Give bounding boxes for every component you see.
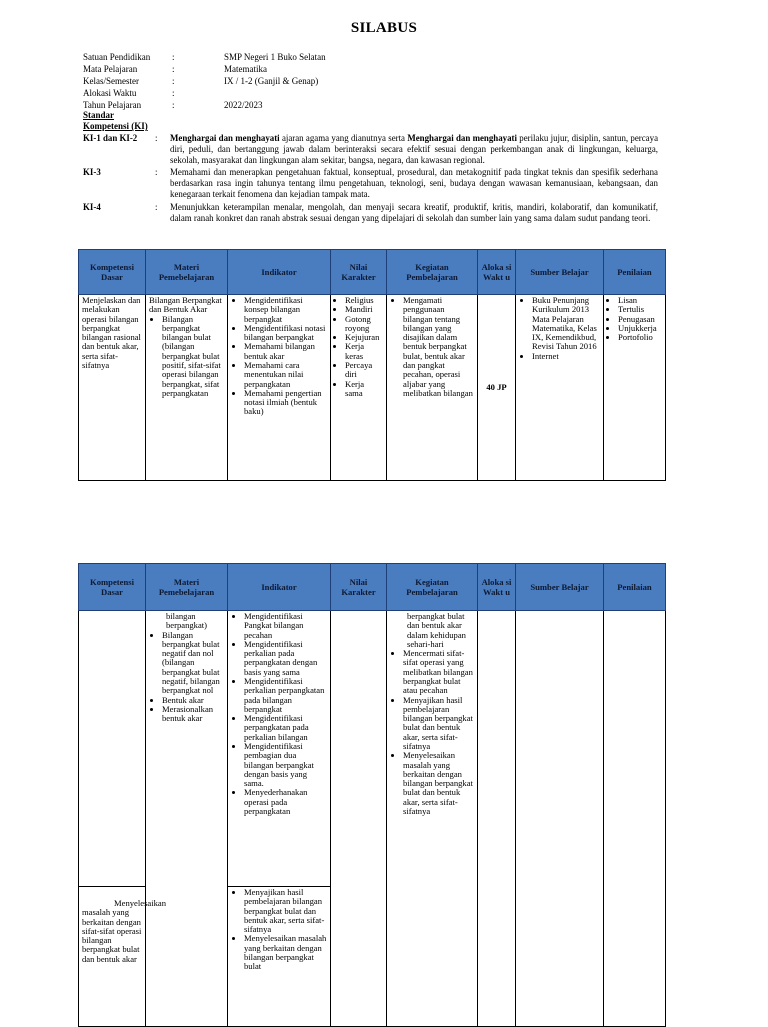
header-nilai-karakter: Nilai Karakter xyxy=(331,564,387,611)
list-item: • Menyajikan hasil pembelajaran bilangan berpangkat bulat dan bentuk akar, serta sifat-sifatnya xyxy=(244,888,327,934)
identity-row xyxy=(83,63,683,75)
header-kompetensi-dasar: Kompetensi Dasar xyxy=(79,250,146,295)
kd-cell: Menjelaskan dan melakukan operasi bilangan berpangkat bilangan rasional dan bentuk akar, serta sifat-sifatnya xyxy=(79,295,146,481)
indikator-cell xyxy=(228,887,331,1027)
indikator-cell xyxy=(228,611,331,887)
identity-value: IX / 1-2 (Ganjil & Genap) xyxy=(224,76,319,86)
identity-row xyxy=(83,87,683,99)
identity-colon: : xyxy=(172,64,175,74)
identity-row xyxy=(83,99,683,111)
penilaian-list xyxy=(607,296,662,342)
list-item: • Percaya diri xyxy=(345,361,383,380)
nilai-cell xyxy=(331,295,387,481)
list-item: • Memahami cara menentukan nilai perpangkatan xyxy=(244,361,327,389)
ki-label: KI-3 xyxy=(83,167,101,177)
header-alokasi: Aloka si Wakt u xyxy=(478,250,516,295)
header-kegiatan: Kegiatan Pembelajaran xyxy=(387,564,478,611)
materi-cell xyxy=(146,295,228,481)
materi-intro: Bilangan Berpangkat dan Bentuk Akar xyxy=(149,295,222,315)
identity-label: Tahun Pelajaran xyxy=(83,100,142,110)
identity-value: SMP Negeri 1 Buko Selatan xyxy=(224,52,326,62)
list-item: • Lisan xyxy=(618,296,662,305)
kegiatan-list xyxy=(390,649,474,816)
indikator-list xyxy=(231,296,327,417)
list-item: • Internet xyxy=(532,352,600,361)
indikator-list xyxy=(231,612,327,816)
list-item: • Mengidentifikasi perkalian pada perpangkatan dengan basis yang sama xyxy=(244,640,327,677)
list-item: • Mengamati penggunaan bilangan tentang bilangan yang disajikan dalam bentuk berpangkat bulat, bentuk akar dan pangkat pecahan, operasi aljabar yang melibatkan bilangan xyxy=(403,296,474,398)
header-penilaian: Penilaian xyxy=(604,250,666,295)
materi-list xyxy=(149,315,224,399)
list-item: • Mengidentifikasi notasi bilangan berpangkat xyxy=(244,324,327,343)
ki-4 xyxy=(83,202,658,224)
list-item: • Bilangan berpangkat bulat negatif dan nol (bilangan berpangkat bulat negatif, bilangan berpangkat nol xyxy=(162,631,224,696)
list-item: • Bentuk akar xyxy=(162,696,224,705)
identity-block xyxy=(83,51,683,111)
penilaian-cell xyxy=(604,295,666,481)
list-item: • Mandiri xyxy=(345,305,383,314)
list-item: • Religius xyxy=(345,296,383,305)
identity-colon: : xyxy=(172,88,175,98)
list-item: • Memahami bilangan bentuk akar xyxy=(244,342,327,361)
identity-value: Matematika xyxy=(224,64,267,74)
page-title: SILABUS xyxy=(350,20,418,36)
list-item: • Portofolio xyxy=(618,333,662,342)
list-item: • Kerja sama xyxy=(345,380,383,399)
header-penilaian: Penilaian xyxy=(604,564,666,611)
nilai-cell xyxy=(331,611,387,1027)
list-item: • Merasionalkan bentuk akar xyxy=(162,705,224,724)
sumber-cell xyxy=(516,295,604,481)
identity-colon: : xyxy=(172,52,175,62)
list-item: • Kejujuran xyxy=(345,333,383,342)
kegiatan-continued: berpangkat bulat dan bentuk akar dalam kehidupan sehari-hari xyxy=(407,611,466,649)
ki-3 xyxy=(83,167,658,200)
list-item: • Menyajikan hasil pembelajaran bilangan berpangkat bulat dan bentuk akar, serta sifat-sifatnya xyxy=(403,696,474,752)
ki-text: Menunjukkan keterampilan menalar, mengolah, dan menyaji secara kreatif, produktif, kritis, mandiri, kolaboratif, dan komunikatif, dalam ranah konkret dan ranah abstrak sesuai dengan yang dipelajari di sekolah dan sumber lain yang sama dalam sudut pandang teori. xyxy=(170,202,658,223)
syllabus-table-1 xyxy=(78,249,666,481)
sumber-list xyxy=(519,296,600,361)
ki-label: KI-4 xyxy=(83,202,101,212)
kegiatan-cell xyxy=(387,295,478,481)
standar-label: Standar xyxy=(83,110,115,120)
header-kompetensi-dasar: Kompetensi Dasar xyxy=(79,564,146,611)
ki-colon: : xyxy=(155,167,158,177)
ki-text: Menghargai dan menghayati ajaran agama yang dianutnya serta Menghargai dan menghayati perilaku jujur, disiplin, santun, percaya diri, peduli, dan bertanggung jawab dalam berinteraksi secara efektif sesuai dengan perkembangan anak di lingkungan, keluarga, sekolah, masyarakat dan lingkungan alam sekitar, bangsa, negara, dan kawasan regional. xyxy=(170,133,659,165)
kompetensi-label: Kompetensi (KI) xyxy=(83,121,148,131)
header-kegiatan: Kegiatan Pembelajaran xyxy=(387,250,478,295)
identity-label: Kelas/Semester xyxy=(83,76,139,86)
ki-text: Memahami dan menerapkan pengetahuan faktual, konseptual, prosedural, dan metakognitif pada tingkat teknis dan spesifik sederhana berdasarkan rasa ingin tahunya tentang ilmu pengetahuan, teknologi, seni, budaya dengan wawasan kemanusiaan, kebangsaan, dan kenegaraan terkait fenomena dan kejadian tampak mata. xyxy=(170,167,658,199)
nilai-list xyxy=(334,296,383,398)
header-sumber: Sumber Belajar xyxy=(516,564,604,611)
list-item: • Menyederhanakan operasi pada perpangkatan xyxy=(244,788,327,816)
list-item: • Buku Penunjang Kurikulum 2013 Mata Pelajaran Matematika, Kelas IX, Kemendikbud, Revisi Tahun 2016 xyxy=(532,296,600,352)
penilaian-cell xyxy=(604,611,666,1027)
header-materi: Materi Pemebelajaran xyxy=(146,564,228,611)
identity-row xyxy=(83,51,683,63)
header-indikator: Indikator xyxy=(228,250,331,295)
identity-label: Satuan Pendidikan xyxy=(83,52,151,62)
materi-list xyxy=(149,631,224,724)
materi-continued: bilangan berpangkat) xyxy=(166,611,208,631)
ki-colon: : xyxy=(155,202,158,212)
kegiatan-cell xyxy=(387,611,478,1027)
kd-cell xyxy=(79,611,146,887)
kd-cell xyxy=(79,887,167,1027)
table-row xyxy=(79,295,666,481)
alokasi-cell: 40 JP xyxy=(478,295,516,481)
identity-value: 2022/2023 xyxy=(224,100,263,110)
list-item: • Gotong royong xyxy=(345,315,383,334)
list-item: • Mengidentifikasi konsep bilangan berpangkat xyxy=(244,296,327,324)
list-item: • Mengidentifikasi perpangkatan pada perkalian bilangan xyxy=(244,714,327,742)
list-item: • Bilangan berpangkat bilangan bulat (bilangan berpangkat bulat positif, sifat-sifat operasi bilangan berpangkat, sifat perpangkatan xyxy=(162,315,224,399)
table-row xyxy=(79,611,666,887)
indikator-cell xyxy=(228,295,331,481)
list-item: • Kerja keras xyxy=(345,342,383,361)
list-item: • Mengidentifikasi pembagian dua bilangan berpangkat dengan basis yang sama. xyxy=(244,742,327,788)
list-item: • Mengidentifikasi Pangkat bilangan pecahan xyxy=(244,612,327,640)
materi-cell xyxy=(146,611,228,1027)
header-materi: Materi Pemebelajaran xyxy=(146,250,228,295)
list-item: • Menyelesaikan masalah yang berkaitan dengan bilangan berpangkat bulat dan bentuk akar, serta sifat-sifatnya xyxy=(403,751,474,816)
header-indikator: Indikator xyxy=(228,564,331,611)
syllabus-table-2 xyxy=(78,563,666,1027)
list-item: • Menyelesaikan masalah yang berkaitan dengan bilangan berpangkat bulat xyxy=(244,934,327,971)
indikator-list xyxy=(231,888,327,972)
header-nilai-karakter: Nilai Karakter xyxy=(331,250,387,295)
ki-1-2 xyxy=(83,133,658,166)
list-item: • Memahami pengertian notasi ilmiah (bentuk baku) xyxy=(244,389,327,417)
list-item: • Penugasan xyxy=(618,315,662,324)
sumber-cell xyxy=(516,611,604,1027)
identity-label: Alokasi Waktu xyxy=(83,88,137,98)
identity-colon: : xyxy=(172,100,175,110)
kd-text: Menyelesaikan masalah yang berkaitan dengan sifat-sifat operasi bilangan berpangkat bulat dan bentuk akar xyxy=(82,898,167,964)
list-item: • Mencermati sifat-sifat operasi yang melibatkan bilangan berpangkat bulat atau pecahan xyxy=(403,649,474,695)
list-item: • Mengidentifikasi perkalian perpangkatan pada bilangan berpangkat xyxy=(244,677,327,714)
kegiatan-list xyxy=(390,296,474,398)
identity-label: Mata Pelajaran xyxy=(83,64,138,74)
header-alokasi: Aloka si Wakt u xyxy=(478,564,516,611)
identity-row xyxy=(83,75,683,87)
alokasi-cell xyxy=(478,611,516,1027)
list-item: • Tertulis xyxy=(618,305,662,314)
identity-colon: : xyxy=(172,76,175,86)
ki-colon: : xyxy=(155,133,158,143)
list-item: • Unjukkerja xyxy=(618,324,662,333)
ki-label: KI-1 dan KI-2 xyxy=(83,133,138,143)
header-sumber: Sumber Belajar xyxy=(516,250,604,295)
